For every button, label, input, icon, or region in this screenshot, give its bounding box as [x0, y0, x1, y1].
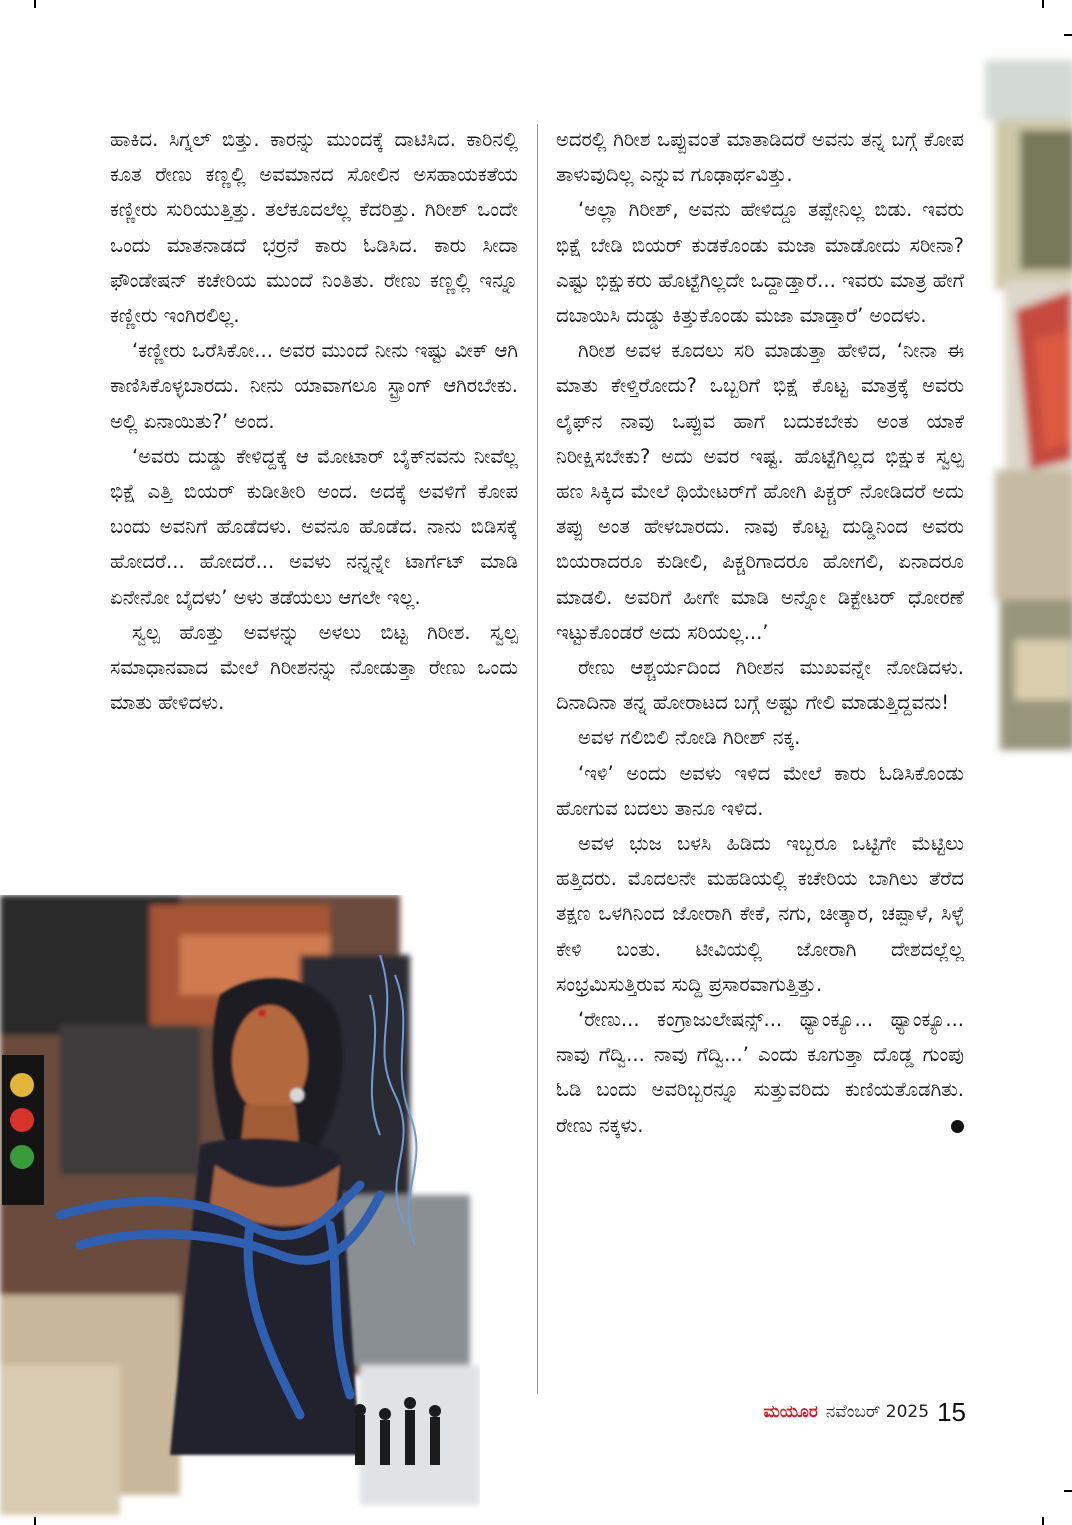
paragraph: ಅವಳ ಗಲಿಬಿಲಿ ನೋಡಿ ಗಿರೀಶ್ ನಕ್ಕ.	[578, 726, 801, 750]
crop-mark-bottom-right	[1042, 1517, 1044, 1525]
paragraph: ‘ಇಳಿ’ ಅಂದು ಅವಳು ಇಳಿದ ಮೇಲೆ ಕಾರು ಓಡಿಸಿಕೊಂಡು ಹೋಗುವ ಬದಲು ತಾನೂ ಇಳಿದ.	[556, 761, 964, 820]
paragraph: ‘ಅವರು ದುಡ್ಡು ಕೇಳಿದ್ದಕ್ಕೆ ಆ ಮೋಟಾರ್ ಬೈಕ್‌ನವನು ನೀವೆಲ್ಲ ಭಿಕ್ಷೆ ಎತ್ತಿ ಬಿಯರ್ ಕುಡೀತೀರಿ ಅಂದ. ಅದಕ್ಕೆ ಅವಳಿಗೆ ಕೋಪ ಬಂದು ಅವನಿಗೆ ಹೊಡೆದಳು. ಅವನೂ ಹೊಡೆದ. ನಾನು ಬಿಡಿಸಕ್ಕೆ ಹೋದರೆ... ಹೋದರೆ... ಅವಳು ನನ್ನನ್ನೇ ಟಾರ್ಗೆಟ್ ಮಾಡಿ ಏನೇನೋ ಬೈದಳು’ ಅಳು ತಡೆಯಲು ಆಗಲೇ ಇಲ್ಲ.	[110, 444, 518, 609]
paragraph-last	[556, 1002, 964, 1143]
crop-mark-right-bottom	[1064, 1490, 1072, 1492]
illustration-right-fragment	[975, 40, 1072, 800]
page-number: 15	[937, 1396, 966, 1427]
column-divider	[537, 124, 538, 1394]
crop-mark-right-top	[1064, 34, 1072, 36]
paragraph: ‘ಕಣ್ಣೀರು ಒರೆಸಿಕೋ... ಅವರ ಮುಂದೆ ನೀನು ಇಷ್ಟು ವೀಕ್ ಆಗಿ ಕಾಣಿಸಿಕೊಳ್ಳಬಾರದು. ನೀನು ಯಾವಾಗಲೂ ಸ್ಟ್ರಾಂಗ್ ಆಗಿರಬೇಕು. ಅಲ್ಲಿ ಏನಾಯಿತು?’ ಅಂದ.	[110, 339, 518, 433]
traffic-light-yellow	[10, 1073, 34, 1097]
paragraph: ‘ಅಲ್ಲಾ ಗಿರೀಶ್, ಅವನು ಹೇಳಿದ್ದೂ ತಪ್ಪೇನಿಲ್ಲ ಬಿಡು. ಇವರು ಭಿಕ್ಷೆ ಬೇಡಿ ಬಿಯರ್ ಕುಡಕೊಂಡು ಮಜಾ ಮಾಡೋದು ಸರೀನಾ? ಎಷ್ಟು ಭಿಕ್ಷುಕರು ಹೊಟ್ಟೆಗಿಲ್ಲದೇ ಒದ್ದಾಡ್ತಾರೆ... ಇವರು ಮಾತ್ರ ಹೇಗೆ ದಬಾಯಿಸಿ ದುಡ್ಡು ಕಿತ್ತುಕೊಂಡು ಮಜಾ ಮಾಡ್ತಾರೆ’ ಅಂದಳು.	[556, 198, 964, 328]
paragraph: ಗಿರೀಶ ಅವಳ ಕೂದಲು ಸರಿ ಮಾಡುತ್ತಾ ಹೇಳಿದ, ‘ನೀನಾ ಈ ಮಾತು ಕೇಳ್ತಿರೋದು? ಒಬ್ಬರಿಗೆ ಭಿಕ್ಷೆ ಕೊಟ್ಟ ಮಾತ್ರಕ್ಕೆ ಅವರು ಲೈಫ್‌ನ ನಾವು ಒಪ್ಪುವ ಹಾಗೆ ಬದುಕಬೇಕು ಅಂತ ಯಾಕೆ ನಿರೀಕ್ಷಿಸಬೇಕು? ಅದು ಅವರ ಇಷ್ಟ. ಹೊಟ್ಟೆಗಿಲ್ಲದ ಭಿಕ್ಷುಕ ಸ್ವಲ್ಪ ಹಣ ಸಿಕ್ಕಿದ ಮೇಲೆ ಥಿಯೇಟರ್‌ಗೆ ಹೋಗಿ ಪಿಕ್ಚರ್ ನೋಡಿದರೆ ಅದು ತಪ್ಪು ಅಂತ ಹೇಳಬಾರದು. ನಾವು ಕೊಟ್ಟ ದುಡ್ಡಿನಿಂದ ಅವರು ಬಿಯರಾದರೂ ಕುಡೀಲಿ, ಪಿಕ್ಚರಿಗಾದರೂ ಹೋಗಲಿ, ಏನಾದರೂ ಮಾಡಲಿ. ಅವರಿಗೆ ಹೀಗೇ ಮಾಡಿ ಅನ್ನೋ ಡಿಕ್ಟೇಟರ್ ಧೋರಣೆ ಇಟ್ಟುಕೊಂಡರೆ ಅದು ಸರಿಯಲ್ಲ...’	[556, 339, 964, 644]
paragraph-last-text: ‘ರೇಣು... ಕಂಗ್ರಾಜುಲೇಷನ್ಸ್... ಥ್ಯಾಂಕ್ಯೂ... ಥ್ಯಾಂಕ್ಯೂ... ನಾವು ಗೆದ್ವಿ... ನಾವು ಗೆದ್ವಿ...’ ಎಂದು ಕೂಗುತ್ತಾ ದೊಡ್ಡ ಗುಂಪು ಓಡಿ ಬಂದು ಅವರಿಬ್ಬರನ್ನೂ ಸುತ್ತುವರಿದು ಕುಣಿಯತೊಡಗಿತು. ರೇಣು ನಕ್ಕಳು.	[556, 1008, 964, 1137]
crop-mark-top-right	[1042, 0, 1044, 8]
traffic-light-green	[10, 1145, 34, 1169]
illustration-woman-with-blue-shawl	[0, 895, 480, 1525]
paragraph: ಅವಳ ಭುಜ ಬಳಸಿ ಹಿಡಿದು ಇಬ್ಬರೂ ಒಟ್ಟಿಗೇ ಮೆಟ್ಟಿಲು ಹತ್ತಿದರು. ಮೊದಲನೇ ಮಹಡಿಯಲ್ಲಿ ಕಚೇರಿಯ ಬಾಗಿಲು ತೆರೆದ ತಕ್ಷಣ ಒಳಗಿನಿಂದ ಜೋರಾಗಿ ಕೇಕೆ, ನಗು, ಚೀತ್ಕಾರ, ಚಪ್ಪಾಳೆ, ಸಿಳ್ಳೆ ಕೇಳಿ ಬಂತು. ಟೀವಿಯಲ್ಲಿ ಜೋರಾಗಿ ದೇಶದಲ್ಲೆಲ್ಲ ಸಂಭ್ರಮಿಸುತ್ತಿರುವ ಸುದ್ದಿ ಪ್ರಸಾರವಾಗುತ್ತಿತ್ತು.	[556, 832, 964, 996]
article-left-column	[110, 122, 518, 720]
magazine-logo: ಮಯೂರ	[763, 1402, 818, 1422]
paragraph: ರೇಣು ಆಶ್ಚರ್ಯದಿಂದ ಗಿರೀಶನ ಮುಖವನ್ನೇ ನೋಡಿದಳು. ದಿನಾದಿನಾ ತನ್ನ ಹೋರಾಟದ ಬಗ್ಗೆ ಅಷ್ಟು ಗೇಲಿ ಮಾಡುತ್ತಿದ್ದವನು!	[556, 656, 964, 715]
article-right-column	[556, 122, 964, 1143]
paragraph: ಸ್ವಲ್ಪ ಹೊತ್ತು ಅವಳನ್ನು ಅಳಲು ಬಿಟ್ಟ ಗಿರೀಶ. ಸ್ವಲ್ಪ ಸಮಾಧಾನವಾದ ಮೇಲೆ ಗಿರೀಶನನ್ನು ನೋಡುತ್ತಾ ರೇಣು ಒಂದು ಮಾತು ಹೇಳಿದಳು.	[110, 620, 518, 715]
paragraph: ಹಾಕಿದ. ಸಿಗ್ನಲ್ ಬಿತ್ತು. ಕಾರನ್ನು ಮುಂದಕ್ಕೆ ದಾಟಿಸಿದ. ಕಾರಿನಲ್ಲಿ ಕೂತ ರೇಣು ಕಣ್ಣಲ್ಲಿ ಅವಮಾನದ ಸೋಲಿನ ಅಸಹಾಯಕತೆಯ ಕಣ್ಣೀರು ಸುರಿಯುತ್ತಿತ್ತು. ತಲೆಕೂದಲೆಲ್ಲ ಕೆದರಿತ್ತು. ಗಿರೀಶ್ ಒಂದೇ ಒಂದು ಮಾತನಾಡದೆ ಭರ್ರನೆ ಕಾರು ಓಡಿಸಿದ. ಕಾರು ಸೀದಾ ಫೌಂಡೇಷನ್ ಕಚೇರಿಯ ಮುಂದೆ ನಿಂತಿತು. ರೇಣು ಕಣ್ಣಲ್ಲಿ ಇನ್ನೂ ಕಣ್ಣೀರು ಇಂಗಿರಲಿಲ್ಲ.	[110, 128, 518, 328]
crop-mark-top-left	[34, 0, 36, 8]
paragraph: ಅದರಲ್ಲಿ ಗಿರೀಶ ಒಪ್ಪುವಂತೆ ಮಾತಾಡಿದರೆ ಅವನು ತನ್ನ ಬಗ್ಗೆ ಕೋಪ ತಾಳುವುದಿಲ್ಲ ಎನ್ನುವ ಗೂಢಾರ್ಥವಿತ್ತು.	[556, 128, 964, 187]
issue-date: ನವೆಂಬರ್ 2025	[825, 1402, 930, 1422]
page-footer	[726, 1392, 966, 1432]
end-of-article-dot-icon	[951, 1120, 964, 1133]
traffic-light-red	[10, 1108, 34, 1132]
